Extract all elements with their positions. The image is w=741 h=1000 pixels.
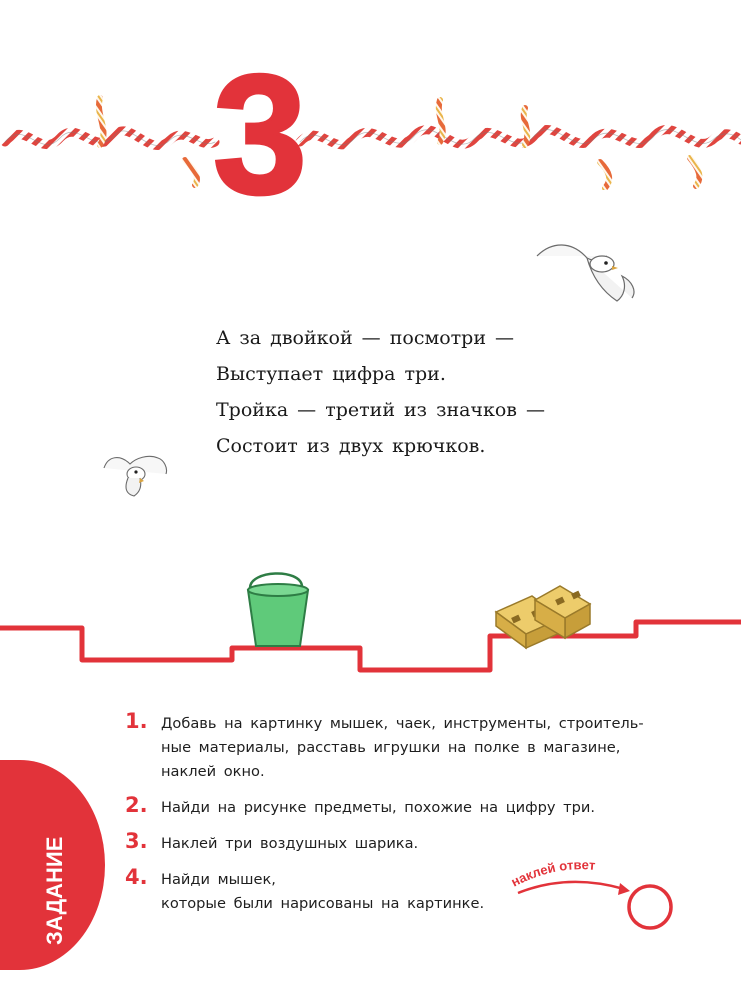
- poem-line: Выступает цифра три.: [216, 363, 446, 385]
- task-tab: [0, 760, 105, 970]
- poem-line: А за двойкой — посмотри —: [216, 327, 515, 349]
- sticker-circle-icon[interactable]: [629, 886, 671, 928]
- task-number: 3.: [125, 829, 148, 853]
- task-number: 1.: [125, 709, 148, 733]
- task-number: 4.: [125, 865, 148, 889]
- task-item: [125, 709, 645, 784]
- bucket-icon: [248, 573, 308, 646]
- answer-label: наклей ответ: [508, 857, 596, 890]
- arrow-icon: [518, 882, 624, 893]
- ribbon-garland-icon: [0, 90, 741, 190]
- task-item: [125, 793, 645, 820]
- task-text: Найди на рисунке предметы, похожие на цифру три.: [161, 799, 596, 816]
- poem-line: Тройка — третий из значков —: [216, 399, 546, 421]
- task-text: Добавь на картинку мышек, чаек, инструменты, строитель-ные материалы, расставь игрушки на полке в магазине, наклей окно.: [161, 715, 644, 780]
- task-tab-label: ЗАДАНИЕ: [42, 836, 67, 945]
- big-digit-three: [200, 55, 320, 205]
- svg-text:3: 3: [212, 55, 308, 205]
- seagull-icon: [100, 448, 172, 502]
- poem-line: Состоит из двух крючков.: [216, 435, 486, 457]
- task-item: [125, 829, 645, 856]
- poem: [216, 320, 636, 464]
- step-line-scene: [0, 560, 741, 700]
- brick-icon: [496, 586, 590, 648]
- seagull-icon: [532, 236, 642, 316]
- answer-sticker-area: [508, 855, 678, 935]
- task-text: Наклей три воздушных шарика.: [161, 835, 419, 852]
- task-text: Найди мышек, которые были нарисованы на картинке.: [161, 871, 485, 912]
- task-number: 2.: [125, 793, 148, 817]
